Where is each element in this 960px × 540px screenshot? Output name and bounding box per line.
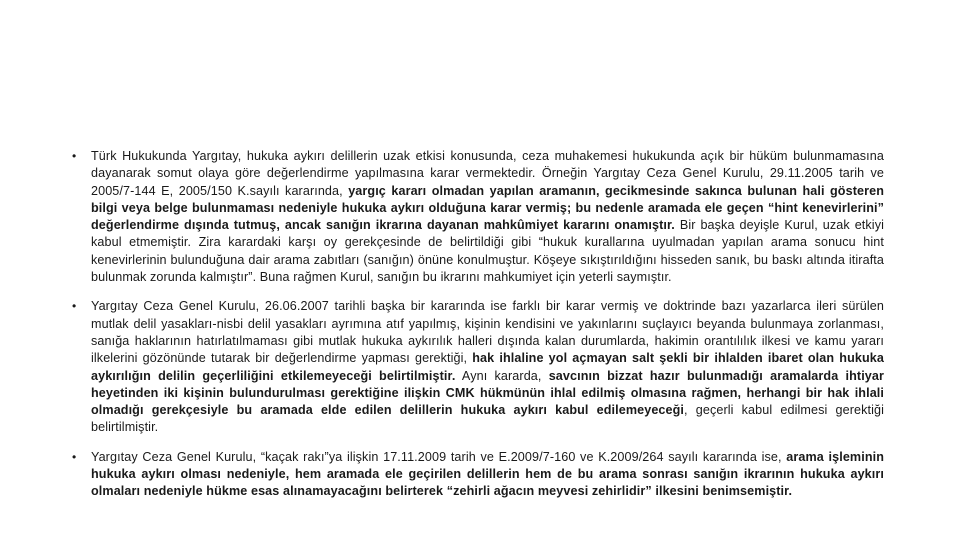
paragraph-segment: Türk Hukukunda Yargıtay, hukuka aykırı delillerin uzak etkisi konusunda, ceza muhakemesi hukukunda açık bir hüküm bulunmamasına dayanarak somut olaya göre değerlendirme yapılmasına karar vermektedir. Örneğin Yargıtay Ceza Genel Kurulu, 29.11.2005 tarih ve 2005/7-144 E, 2005/150 K.sayılı kararında, [91, 149, 884, 198]
bullet-dot-icon: • [72, 449, 77, 464]
paragraph-segment: Bir başka deyişle Kurul, uzak etkiyi kabul etmemiştir. Zira karardaki karşı oy gerekçesinde de belirtildiği gibi “hukuk kurallarına uyulmadan yapılan arama sonucu hint kenevirlerinin bulunduğuna dair arama zabıtları (sanığın) önüne konulmuştur. Köşeye sıkıştırıldığını hisseden sanık, bu baskı altında itirafta bulunmak zorunda kalmıştır”. Buna rağmen Kurul, sanığın bu ikrarını mahkumiyet için yeterli saymıştır. [91, 218, 884, 285]
bullet-text-2 [91, 299, 884, 434]
bullet-list [72, 148, 884, 513]
paragraph-segment: Aynı kararda, [455, 368, 549, 383]
bullet-text-1 [91, 149, 884, 284]
paragraph-segment: Yargıtay Ceza Genel Kurulu, 26.06.2007 tarihli başka bir kararında ise farklı bir karar vermiş ve doktrinde bazı yazarlarca ileri sürülen mutlak delil yasakları-nisbi delil yasakları ayrımına atıf yapılmış, kişinin kendisini ve yakınlarını suçlayıcı beyanda bulunmaya zorlanması, sanığa haklarının hatırlatılmaması gibi mutlak hukuka aykırılık halleri dışında kalan durumlarda, hakimin orantılılık ilkesi ve kamu yararı ilkelerini gözönünde tutarak bir değerlendirme yapması gerektiği, [91, 299, 884, 366]
paragraph-segment-bold: hak ihlaline yol açmayan salt şekli bir ihlalden ibaret olan hukuka aykırılığın delilin geçerliliğini etkilemeyeceği belirtilmiştir. [91, 351, 884, 383]
bullet-dot-icon: • [72, 299, 77, 314]
paragraph-segment: Yargıtay Ceza Genel Kurulu, “kaçak rakı”ya ilişkin 17.11.2009 tarih ve E.2009/7-160 ve K.2009/264 sayılı kararında ise, [91, 449, 787, 464]
bullet-item-1 [72, 148, 884, 286]
paragraph-segment: , geçerli kabul edilmesi gerektiği belirtilmiştir. [91, 403, 884, 435]
paragraph-segment-bold: arama işleminin hukuka aykırı olması nedeniyle, hem aramada ele geçirilen delillerin hem de bu arama sonrası sanığın ikrarının hukuka aykırı olmaları nedeniyle hükme esas alınamayacağını belirterek “zehirli ağacın meyvesi zehirlidir” ilkesini benimsemiştir. [91, 449, 884, 499]
bullet-dot-icon: • [72, 149, 77, 163]
paragraph-segment-bold: savcının bizzat hazır bulunmadığı aramalarda ihtiyar heyetinden iki kişinin bulundurulması gerektiğine ilişkin CMK hükmünün ihlal edilmiş olmasına rağmen, herhangi bir hak ihlali olmadığı gerekçesiyle bu aramada elde edilen delillerin hukuka aykırı kabul edilemeyeceği [91, 368, 884, 418]
bullet-item-2 [72, 298, 884, 436]
bullet-text-3 [91, 450, 884, 499]
paragraph-segment-bold: yargıç kararı olmadan yapılan aramanın, gecikmesinde sakınca bulunan hali gösteren bilgi veya belge bulunmaması nedeniyle hukuka aykırı olduğuna karar vermiş; bu nedenle aramada ele geçen “hint kenevirlerini” değerlendirme dışında tutmuş, ancak sanığın ikrarına dayanan mahkûmiyet kararını onamıştır. [91, 183, 884, 233]
bullet-item-3 [72, 449, 884, 501]
